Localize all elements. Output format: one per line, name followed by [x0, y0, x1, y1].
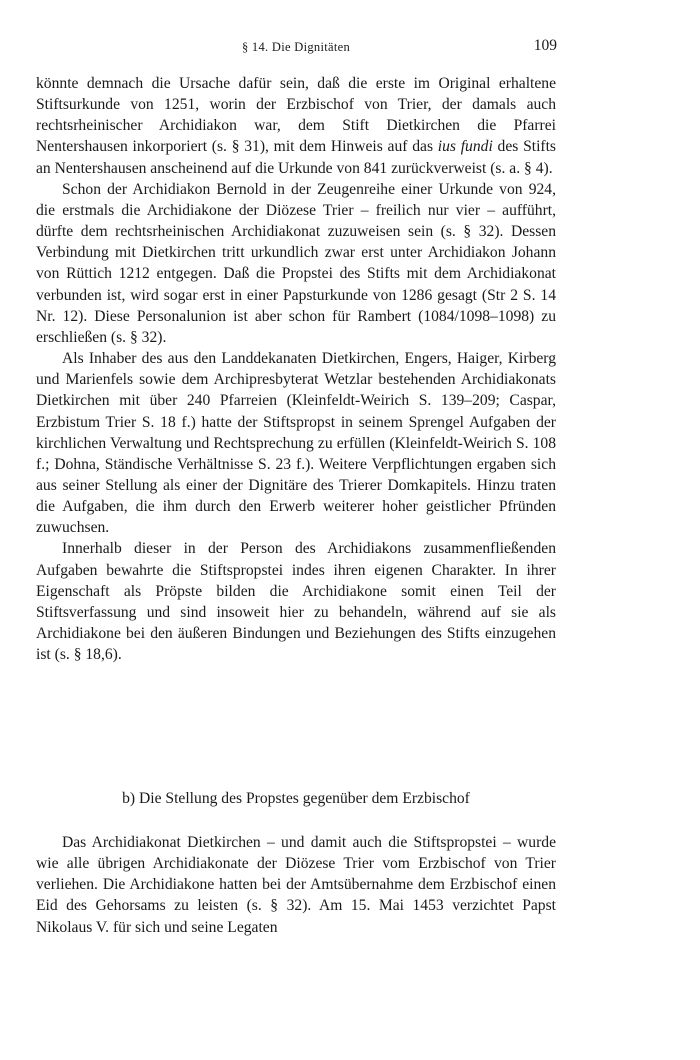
- paragraph-1-part-b: des Stifts an Nentershausen anscheinend auf die Urkunde von 841 zurückverweist (s. a. § 4).: [36, 138, 557, 177]
- paragraph-1: [36, 73, 556, 179]
- latin-term: ius fundi: [437, 138, 493, 156]
- section-text: [36, 832, 556, 938]
- paragraph-5: Das Archidiakonat Dietkirchen – und damit auch die Stiftspropstei – wurde wie alle übrigen Archidiakonate der Diözese Trier vom Erzbischof von Trier verliehen. Die Archidiakone hatten bei der Amtsübernahme dem Erzbischof einen Eid des Gehorsams zu leisten (s. § 32). Am 15. Mai 1453 verzichtet Papst Nikolaus V. für sich und seine Legaten: [36, 834, 556, 936]
- paragraph-4: Innerhalb dieser in der Person des Archidiakons zusammenfließenden Aufgaben bewahrte die Stiftspropstei indes ihren eigenen Charakter. In ihrer Eigenschaft als Pröpste bilden die Archidiakone somit einen Teil der Stiftsverfassung und sind insoweit hier zu behandeln, während auf sie als Archidiakone bei den äußeren Bindungen und Beziehungen des Stifts einzugehen ist (s. § 18,6).: [36, 540, 556, 664]
- running-head: § 14. Die Dignitäten: [241, 40, 351, 54]
- paragraph-2: Schon der Archidiakon Bernold in der Zeugenreihe einer Urkunde von 924, die erstmals die Archidiakone der Diözese Trier – freilich nur vier – aufführt, dürfte dem rechtsrheinischen Archidiakonat zuzuweisen sein (s. § 32). Dessen Verbindung mit Dietkirchen tritt urkundlich zwar erst unter Archidiakon Johann von Rüttich 1212 entgegen. Daß die Propstei des Stifts mit dem Archidiakonat verbunden ist, wird sogar erst in einer Papsturkunde von 1286 gesagt (Str 2 S. 14 Nr. 12). Diese Personalunion ist aber schon für Rambert (1084/1098–1098) zu erschließen (s. § 32).: [36, 180, 556, 346]
- paragraph-1-part-a: könnte demnach die Ursache dafür sein, daß die erste im Original erhaltene Stiftsurkunde von 1251, worin der Erzbischof von Trier, der damals auch rechtsrheinischer Archidiakon war, dem Stift Dietkirchen die Pfarrei Nentershausen inkorporiert (s. § 31), mit dem Hinweis auf das: [36, 75, 556, 156]
- section-heading: b) Die Stellung des Propstes gegenüber dem Erzbischof: [122, 790, 470, 807]
- page-number: 109: [533, 37, 557, 54]
- paragraph-3: Als Inhaber des aus den Landdekanaten Dietkirchen, Engers, Haiger, Kirberg und Marienfels sowie dem Archipresbyterat Wetzlar bestehenden Archidiakonats Dietkirchen mit über 240 Pfarreien (Kleinfeldt-Weirich S. 139–209; Caspar, Erzbistum Trier S. 18 f.) hatte der Stiftspropst in seinem Sprengel Aufgaben der kirchlichen Verwaltung und Rechtsprechung zu erfüllen (Kleinfeldt-Weirich S. 108 f.; Dohna, Ständische Verhältnisse S. 23 f.). Weitere Verpflichtungen ergaben sich aus seiner Stellung als einer der Dignitäre des Trierer Domkapitels. Hinzu traten die Aufgaben, die ihm durch den Erwerb weiterer hoher geistlicher Pfründen zuwuchsen.: [36, 350, 556, 537]
- main-text: [36, 73, 556, 665]
